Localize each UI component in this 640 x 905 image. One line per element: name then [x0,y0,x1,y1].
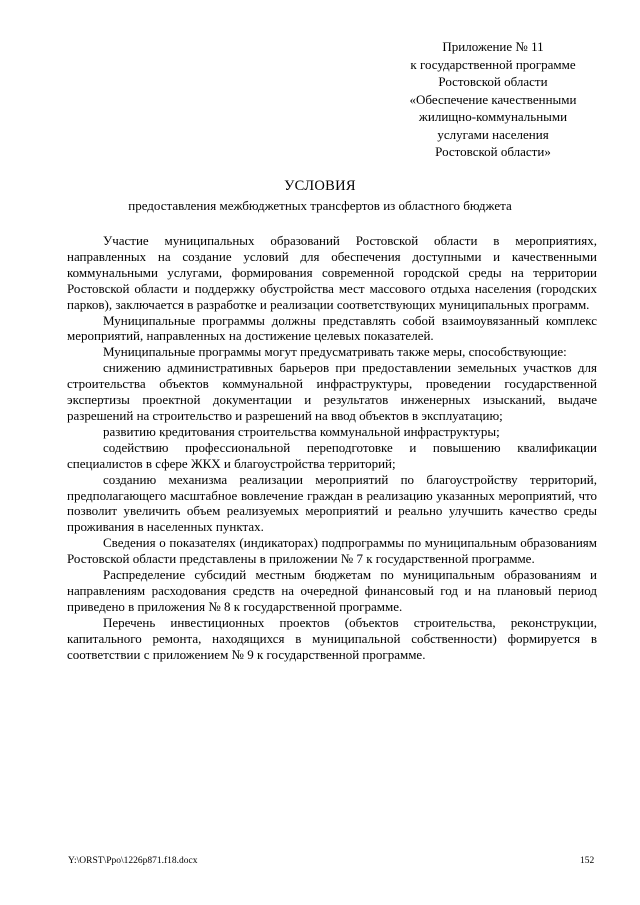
paragraph: Участие муниципальных образований Ростовской области в мероприятиях, направленных на создание условий для обеспечения доступными и качественными коммунальными услугами, формирования современной городской среды на территории Ростовской области и поддержку обустройства мест массового отдыха населения (городских парков), заключается в разработке и реализации соответствующих муниципальных программ. [67,233,597,312]
paragraph: содействию профессиональной переподготовке и повышению квалификации специалистов в сфере ЖКХ и благоустройства территорий; [67,439,597,471]
appendix-line: Ростовской области [438,74,548,89]
appendix-line: к государственной программе [410,56,576,72]
paragraph: Перечень инвестиционных проектов (объектов строительства, реконструкции, капитального ремонта, находящихся в муниципальной собственности) формируется в соответствии с приложением № 9 к государственной программе. [67,614,597,662]
paragraph: Сведения о показателях (индикаторах) подпрограммы по муниципальным образованиям Ростовской области представлены в приложении № 7 к государственной программе. [67,535,597,567]
paragraph: развитию кредитования строительства коммунальной инфраструктуры; [103,423,500,439]
footer-file-path: Y:\ORST\Ppo\1226p871.f18.docx [68,856,198,866]
appendix-line: жилищно-коммунальными [418,109,568,124]
document-subtitle: предоставления межбюджетных трансфертов из областного бюджета [128,198,512,213]
paragraph: снижению административных барьеров при предоставлении земельных участков для строительства объектов коммунальной инфраструктуры, проведении государственной экспертизы проектной документации и результатов инженерных изысканий, выдаче разрешений на строительство и разрешений на ввод объектов в эксплуатацию; [67,360,597,423]
paragraph: Муниципальные программы должны представлять собой взаимоувязанный комплекс мероприятий, направленных на достижение целевых показателей. [67,312,597,344]
paragraph: созданию механизма реализации мероприятий по благоустройству территорий, предполагающего масштабное вовлечение граждан в реализацию указанных мероприятий, что позволит увеличить объем реализуемых мероприятий и реально улучшить качество среды проживания в населенных пунктах. [67,471,597,535]
footer-page-number: 152 [580,856,595,866]
appendix-line: услугами населения [437,126,549,142]
document-body [67,233,597,662]
appendix-line: Приложение № 11 [442,39,544,54]
document-title: УСЛОВИЯ [284,178,356,194]
appendix-header [380,38,606,161]
appendix-line: «Обеспечение качественными [409,91,577,107]
appendix-line: Ростовской области» [435,144,551,159]
paragraph: Распределение субсидий местным бюджетам по муниципальным образованиям и направлениям расходования средств на очередной финансовый год и на плановый период приведено в приложения № 8 к государственной программе. [67,567,597,614]
paragraph: Муниципальные программы могут предусматривать также меры, способствующие: [103,344,567,360]
